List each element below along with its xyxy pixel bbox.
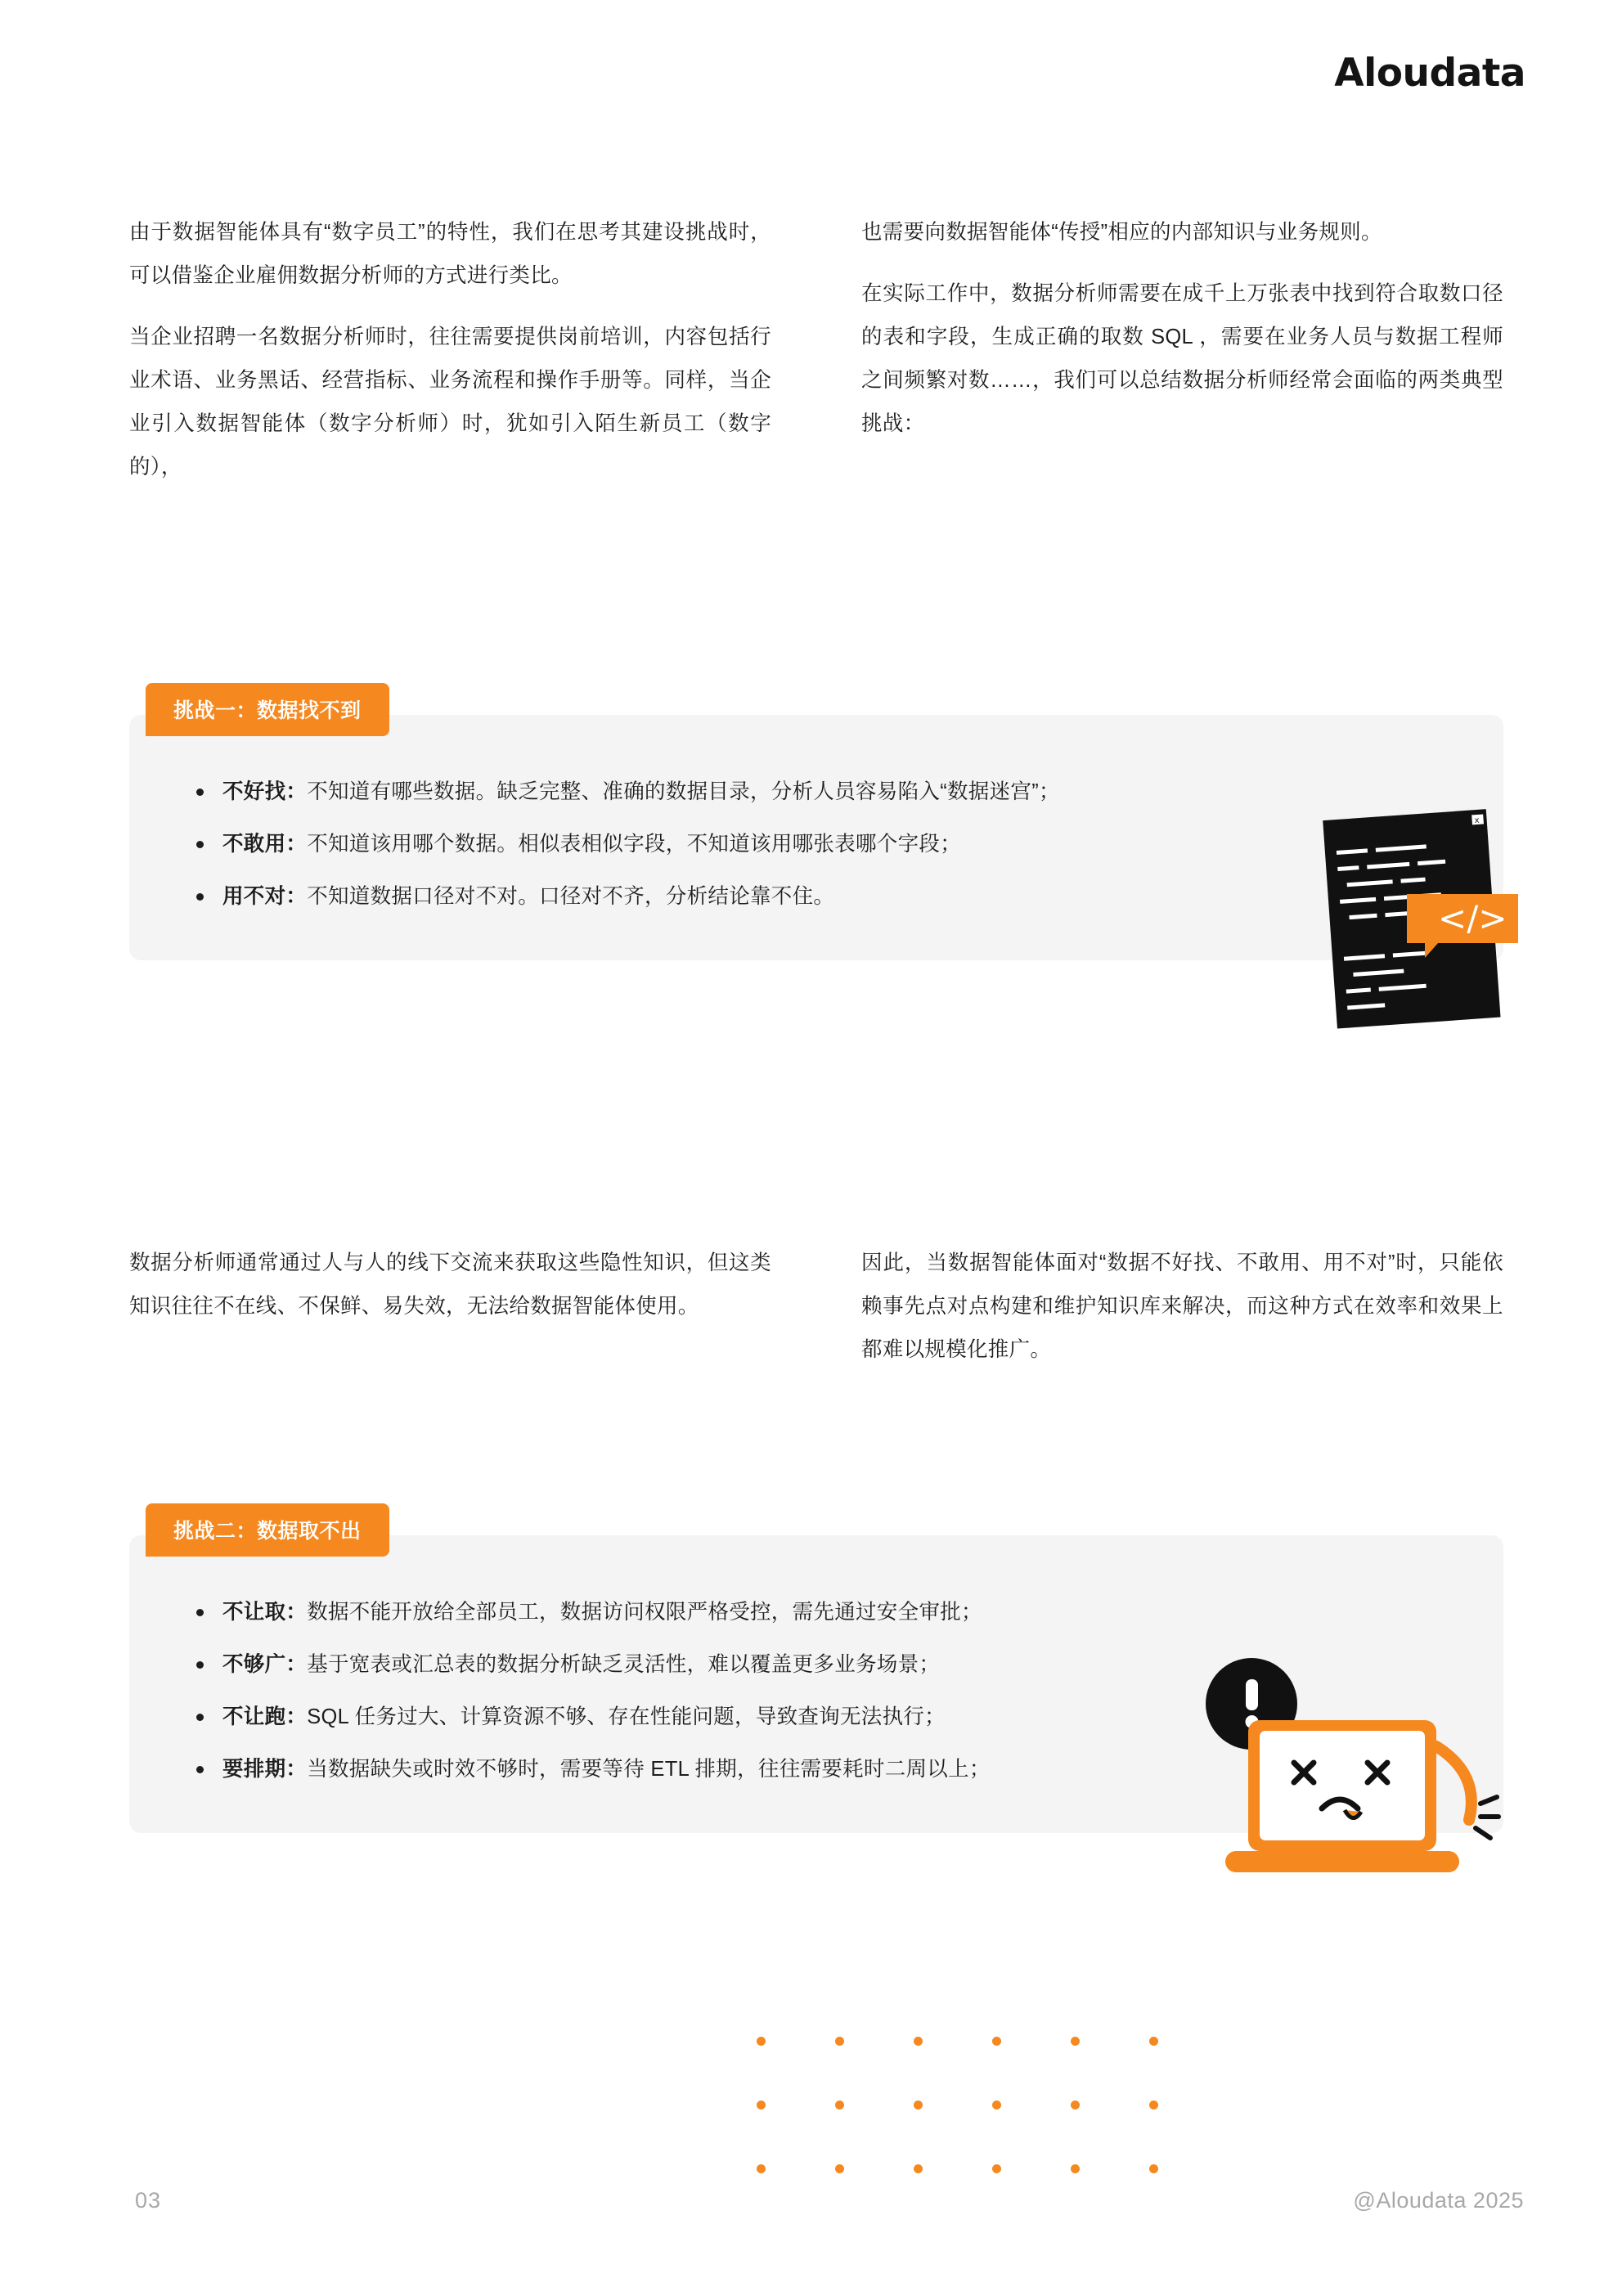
dot [914, 2037, 923, 2046]
list-item-text: 当数据缺失或时效不够时，需要等待 ETL 排期，往往需要耗时二周以上； [307, 1758, 991, 1781]
dot [914, 2101, 923, 2110]
dot [992, 2164, 1001, 2173]
dot [1149, 2037, 1158, 2046]
list-item-label: 用不对： [222, 885, 308, 908]
dot [1071, 2101, 1080, 2110]
list-item [182, 774, 1451, 810]
challenge-one-tag: 挑战一：数据找不到 [146, 683, 389, 736]
list-item [182, 1594, 1451, 1630]
list-item-label: 不够广： [222, 1653, 308, 1676]
middle-section [129, 1242, 1503, 1390]
list-item [182, 878, 1451, 914]
dot [835, 2164, 844, 2173]
paragraph: 数据分析师通常通过人与人的线下交流来获取这些隐性知识，但这类知识往往不在线、不保鲜、易失效，无法给数据智能体使用。 [129, 1251, 771, 1318]
page-number: 03 [135, 2188, 162, 2213]
paragraph: 因此，当数据智能体面对“数据不好找、不敢用、用不对”时，只能依赖事先点对点构建和维护知识库来解决，而这种方式在效率和效果上都难以规模化推广。 [861, 1251, 1503, 1361]
list-item-text: 不知道数据口径对不对。口径对不齐，分析结论靠不住。 [307, 885, 835, 908]
dot [835, 2037, 844, 2046]
dot [992, 2037, 1001, 2046]
copyright-text: @Aloudata 2025 [1353, 2188, 1524, 2213]
middle-right-column [861, 1242, 1503, 1390]
list-item-label: 不敢用： [222, 833, 308, 856]
svg-text:</>: </> [1438, 898, 1507, 938]
list-item [182, 826, 1451, 862]
dot [1149, 2101, 1158, 2110]
dot [914, 2164, 923, 2173]
dot [1149, 2164, 1158, 2173]
dot [757, 2037, 766, 2046]
paragraph: 在实际工作中，数据分析师需要在成千上万张表中找到符合取数口径的表和字段，生成正确的取数 SQL ，需要在业务人员与数据工程师之间频繁对数……，我们可以总结数据分析师经常会面临的两类典型挑战： [861, 282, 1503, 435]
challenge-one-body [129, 715, 1503, 960]
intro-section [129, 211, 1503, 507]
paragraph: 也需要向数据智能体“传授”相应的内部知识与业务规则。 [861, 221, 1382, 244]
svg-text:x: x [1474, 816, 1480, 826]
dot [1071, 2164, 1080, 2173]
paragraph: 当企业招聘一名数据分析师时，往往需要提供岗前培训，内容包括行业术语、业务黑话、经营指标、业务流程和操作手册等。同样，当企业引入数据智能体（数字分析师）时，犹如引入陌生新员工（数字的）， [129, 326, 771, 479]
list-item-label: 不好找： [222, 780, 308, 803]
dot [757, 2164, 766, 2173]
brand-logo: Aloudata [1334, 51, 1525, 96]
list-item-label: 不让跑： [222, 1705, 308, 1728]
middle-left-column [129, 1242, 771, 1390]
list-item-text: 基于宽表或汇总表的数据分析缺乏灵活性，难以覆盖更多业务场景； [307, 1653, 941, 1676]
challenge-one-block [129, 683, 1503, 960]
code-window-icon [1315, 806, 1528, 1035]
list-item-text: SQL 任务过大、计算资源不够、存在性能问题，导致查询无法执行； [307, 1705, 946, 1728]
dot [757, 2101, 766, 2110]
list-item-text: 不知道有哪些数据。缺乏完整、准确的数据目录，分析人员容易陷入“数据迷宫”； [307, 780, 1060, 803]
intro-right-column [861, 211, 1503, 507]
dot [992, 2101, 1001, 2110]
sad-laptop-icon [1193, 1648, 1536, 1894]
list-item-label: 要排期： [222, 1758, 308, 1781]
list-item-text: 不知道该用哪个数据。相似表相似字段，不知道该用哪张表哪个字段； [307, 833, 962, 856]
dot [835, 2101, 844, 2110]
intro-left-column [129, 211, 771, 507]
list-item-label: 不让取： [222, 1601, 308, 1624]
challenge-two-tag: 挑战二：数据取不出 [146, 1503, 389, 1557]
dot-grid-decoration [757, 2037, 1228, 2228]
dot [1071, 2037, 1080, 2046]
list-item-text: 数据不能开放给全部员工，数据访问权限严格受控，需先通过安全审批； [307, 1601, 982, 1624]
paragraph: 由于数据智能体具有“数字员工”的特性，我们在思考其建设挑战时，可以借鉴企业雇佣数据分析师的方式进行类比。 [129, 221, 771, 287]
